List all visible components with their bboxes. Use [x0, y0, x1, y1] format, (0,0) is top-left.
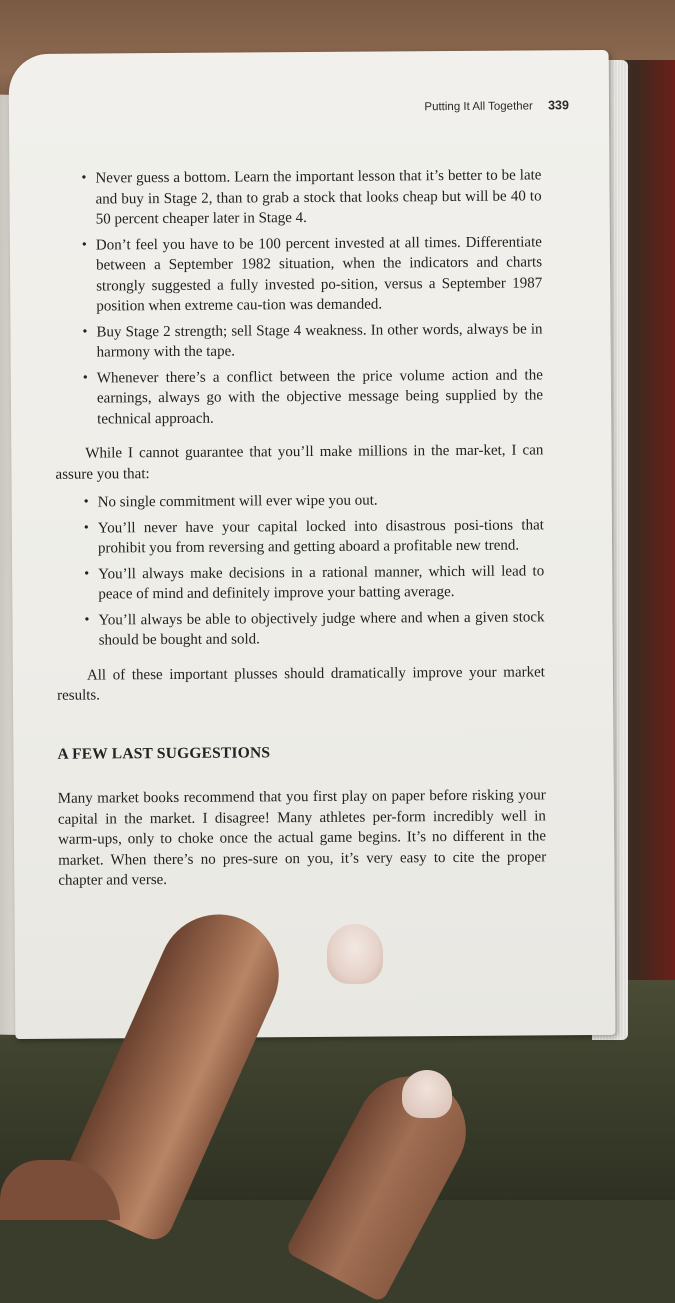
- fingernail: [402, 1070, 452, 1118]
- list-item: • Buy Stage 2 strength; sell Stage 4 weakness. In other words, always be in harmony with the tape.: [96, 319, 542, 363]
- running-header: [424, 98, 569, 113]
- list-item: • You’ll always be able to objectively judge where and when a given stock should be bought and sold.: [98, 607, 544, 651]
- list-item: • You’ll never have your capital locked into disastrous posi-tions that prohibit you from reversing and getting aboard a profitable new trend.: [98, 515, 544, 559]
- paragraph-plusses: All of these important plusses should dramatically improve your market results.: [56, 663, 545, 704]
- list-item: • You’ll always make decisions in a rational manner, which will lead to peace of mind and definitely improve your batting average.: [98, 561, 544, 605]
- bullet-list-assure: [56, 489, 545, 651]
- list-item: • Don’t feel you have to be 100 percent invested at all times. Differentiate between a September 1982 situation, when the indicators and charts strongly suggested a fully invested po-sition, versus a September 1987 position when extreme cau-tion was demanded.: [96, 232, 543, 317]
- list-item: • Whenever there’s a conflict between the price volume action and the earnings, always go with the objective message being supplied by the technical approach.: [97, 365, 543, 430]
- list-item: • Never guess a bottom. Learn the important lesson that it’s better to be late and buy in Stage 2, than to grab a stock that looks cheap but will be 40 to 50 percent cheaper later in Stage 4.: [95, 165, 541, 230]
- page-number: 339: [548, 98, 569, 113]
- bullet-list-top: [53, 165, 543, 429]
- paragraph-last: Many market books recommend that you first play on paper before risking your capital in the market. I disagree! Many athletes per-form incredibly well in warm-ups, only to choke once the actual game begins. It’s no different in the market. When there’s no pres-sure on you, it’s very easy to cite the proper chapter and verse.: [57, 787, 547, 889]
- paragraph-assure: While I cannot guarantee that you’ll make millions in the mar-ket, I can assure you that:: [55, 442, 544, 483]
- running-title: Putting It All Together: [424, 100, 533, 114]
- book-page: [9, 50, 616, 1039]
- fingernail: [327, 924, 383, 984]
- page-body: [53, 165, 546, 891]
- section-heading: A FEW LAST SUGGESTIONS: [57, 743, 271, 763]
- list-item: • No single commitment will ever wipe you out.: [98, 489, 544, 513]
